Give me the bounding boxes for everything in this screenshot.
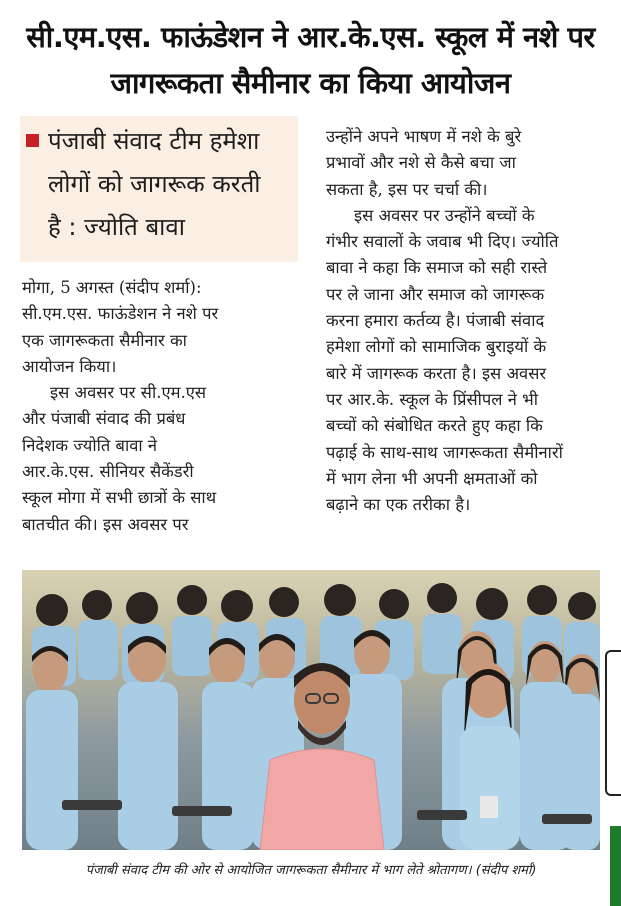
adjacent-column-frame [605, 650, 621, 796]
body-line: आयोजन किया। [22, 356, 117, 376]
subheadline-box [20, 116, 298, 262]
body-line: सकता है, इस पर चर्चा की। [326, 179, 488, 199]
body-line: और पंजाबी संवाद की प्रबंध [22, 409, 186, 429]
body-line: बारे में जागरूक करता है। इस अवसर [326, 363, 547, 383]
body-line: सी.एम.एस. फाऊंडेशन ने नशे पर [22, 304, 219, 324]
adjacent-column-strip [610, 826, 621, 906]
audience-illustration [22, 570, 600, 850]
body-line: बच्चों को संबोधित करते हुए कहा कि [326, 416, 543, 436]
body-line: में भाग लेना भी अपनी क्षमताओं को [326, 468, 538, 488]
body-line: पर आर.के. स्कूल के प्रिंसीपल ने भी [326, 389, 538, 409]
body-line: इस अवसर पर सी.एम.एस [50, 383, 206, 403]
body-line: निदेशक ज्योति बावा ने [22, 435, 158, 455]
body-line: बातचीत की। इस अवसर पर [22, 514, 189, 534]
photo-caption: पंजाबी संवाद टीम की ओर से आयोजित जागरूकता सैमीनार में भाग लेते श्रोतागण। (संदीप शर्मा) [85, 863, 537, 878]
headline [0, 14, 621, 106]
body-line: स्कूल मोगा में सभी छात्रों के साथ [22, 488, 217, 508]
right-column [326, 124, 602, 518]
body-line: हमेशा लोगों को सामाजिक बुराइयों के [326, 337, 547, 357]
subheadline-line-1: पंजाबी संवाद टीम हमेशा [48, 127, 260, 155]
body-line: आर.के.एस. सीनियर सैकेंडरी [22, 462, 194, 482]
body-line: बढ़ाने का एक तरीका है। [326, 495, 471, 515]
body-line: गंभीर सवालों के जवाब भी दिए। ज्योति [326, 232, 559, 252]
headline-line-2: जागरूकता सैमीनार का किया आयोजन [110, 66, 511, 100]
subheadline-line-3: है : ज्योति बावा [48, 213, 185, 241]
bullet-square-icon [26, 134, 39, 147]
body-line: इस अवसर पर उन्होंने बच्चों के [354, 205, 535, 225]
subheadline-line-2: लोगों को जागरूक करती [48, 170, 261, 198]
body-line: एक जागरूकता सैमीनार का [22, 330, 187, 350]
left-column [22, 275, 302, 538]
body-line: प्रभावों और नशे से कैसे बचा जा [326, 153, 516, 173]
body-line: पर ले जाना और समाज को जागरूक [326, 284, 545, 304]
headline-line-1: सी.एम.एस. फाऊंडेशन ने आर.के.एस. स्कूल में नशे पर [26, 20, 595, 54]
body-line: उन्होंने अपने भाषण में नशे के बुरे [326, 127, 522, 146]
body-line: मोगा, 5 अगस्त (संदीप शर्मा): [22, 278, 202, 297]
news-photo [22, 570, 600, 850]
body-line: पढ़ाई के साथ-साथ जागरूकता सैमीनारों [326, 442, 563, 462]
body-line: करना हमारा कर्तव्य है। पंजाबी संवाद [326, 311, 545, 331]
body-line: बावा ने कहा कि समाज को सही रास्ते [326, 258, 548, 278]
subheadline [48, 120, 298, 249]
